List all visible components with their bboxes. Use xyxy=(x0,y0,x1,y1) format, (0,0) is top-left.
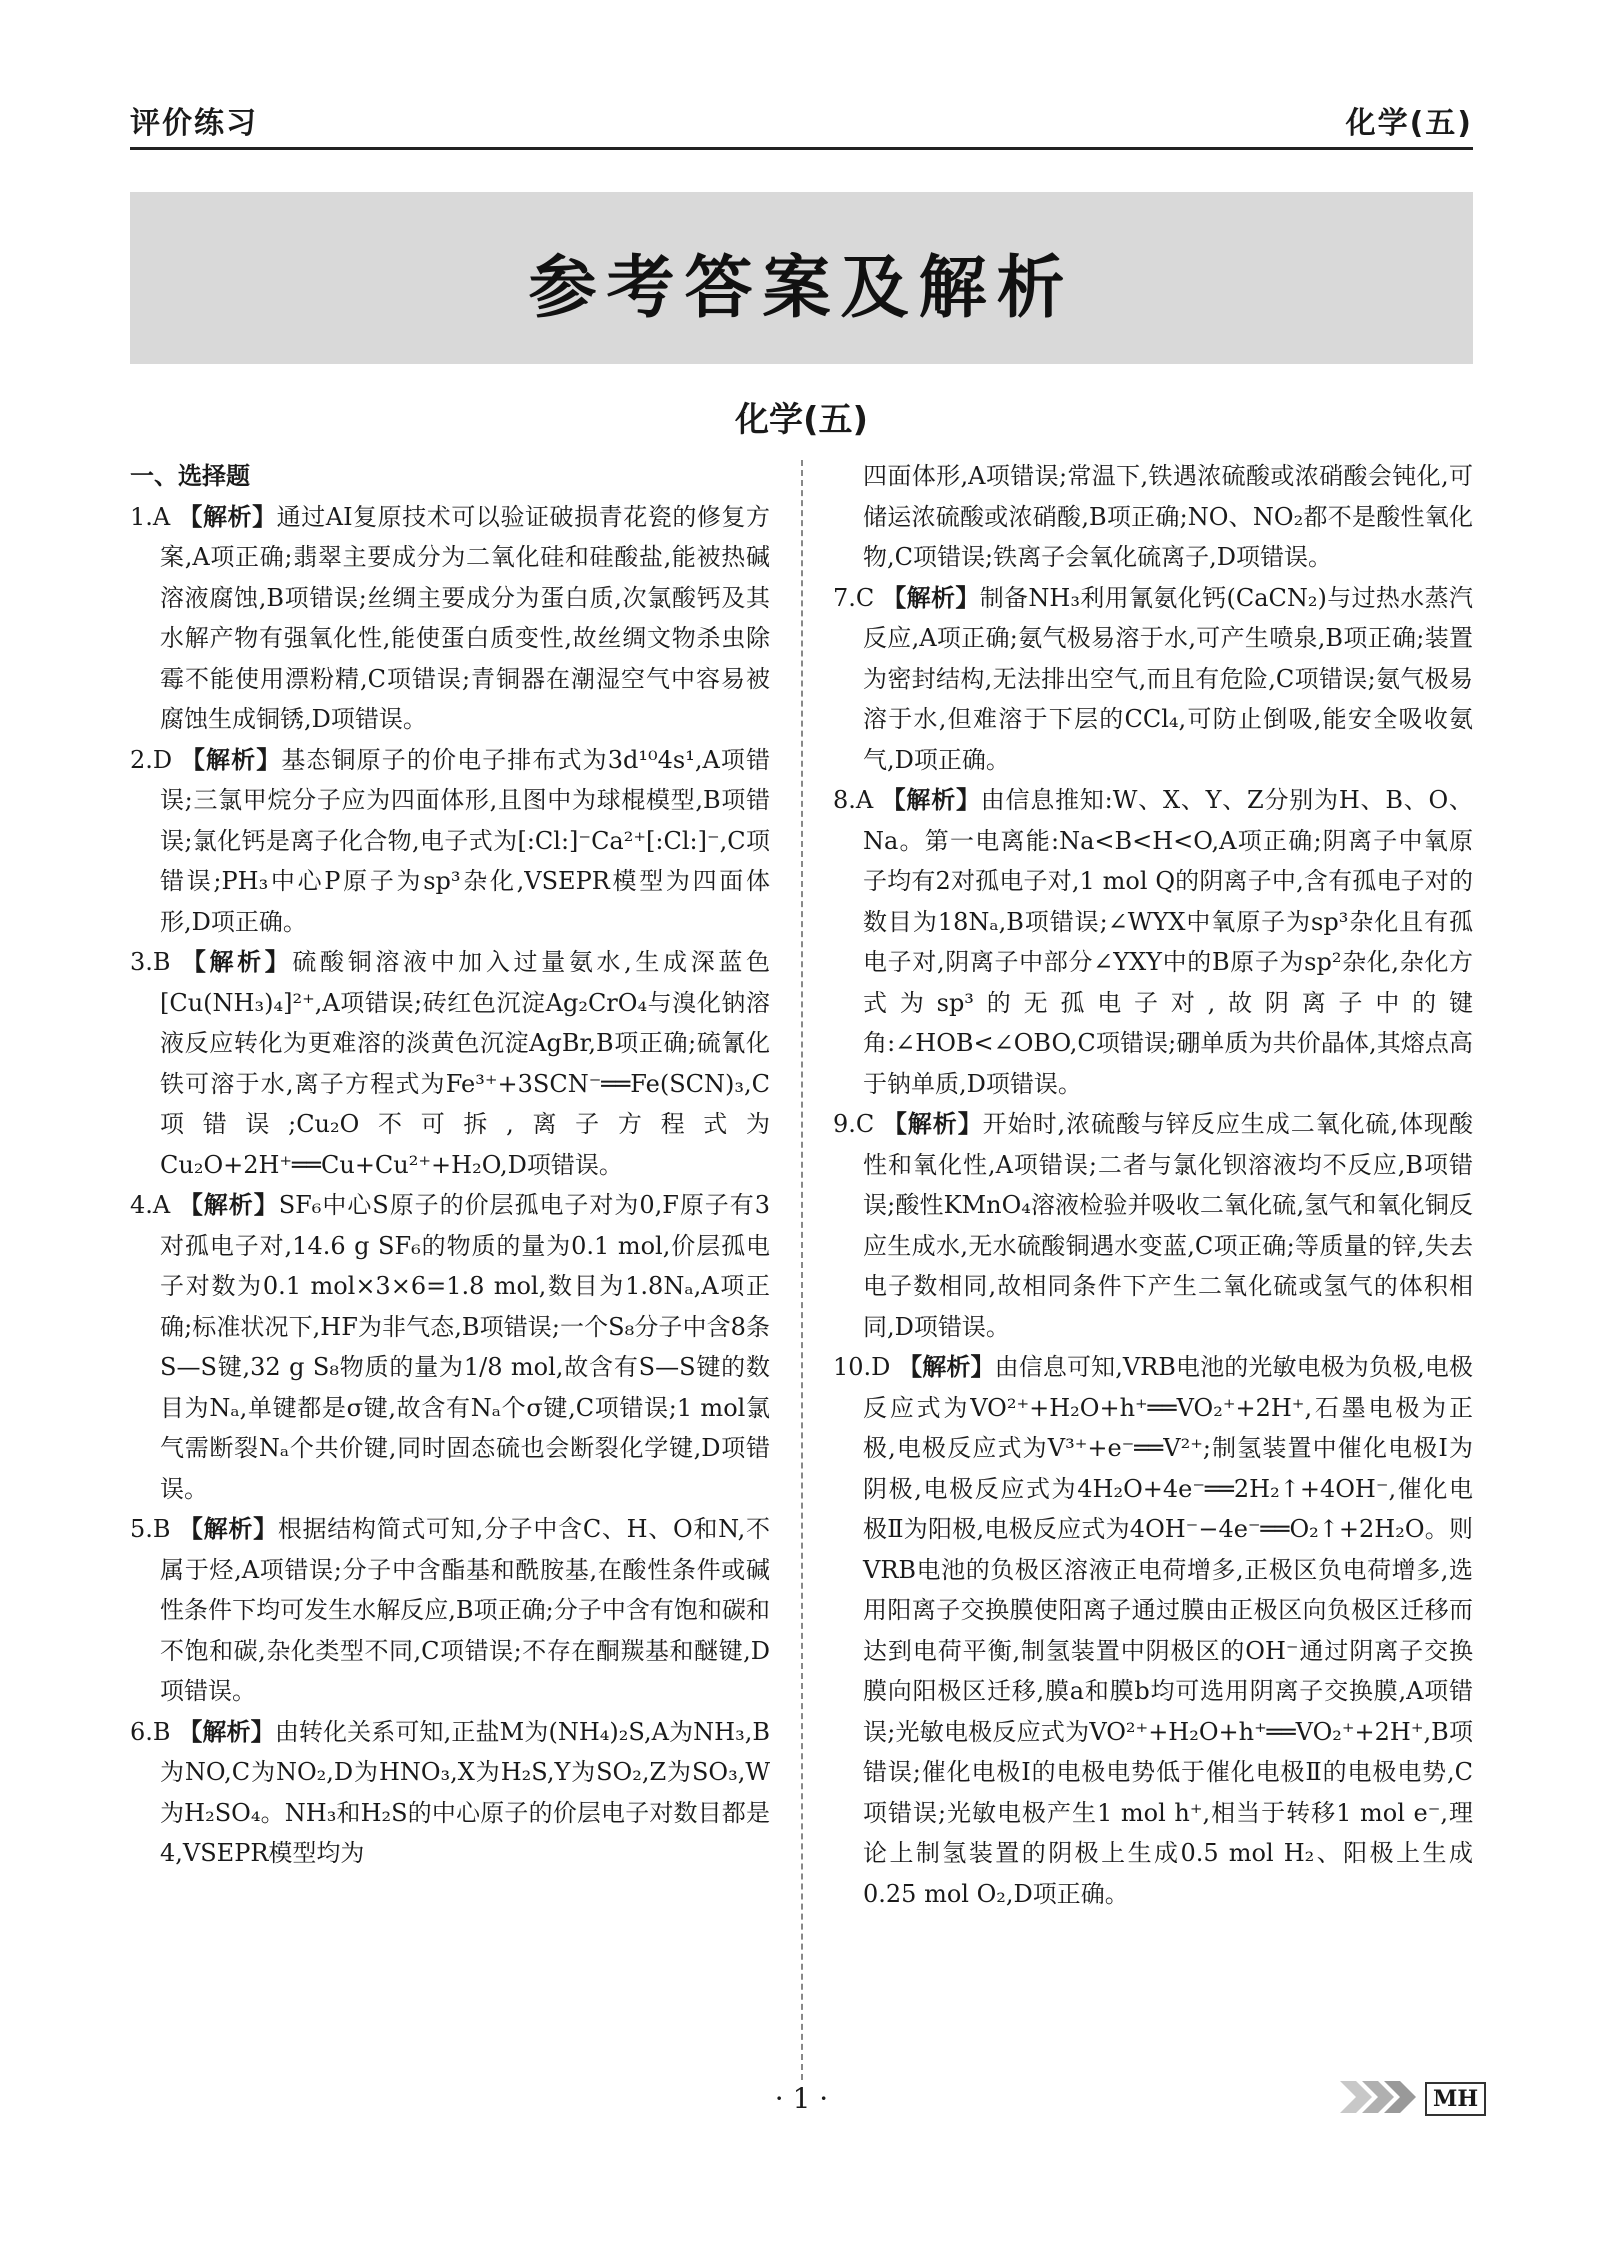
answer-number: 4.A xyxy=(130,1191,171,1219)
answer-item xyxy=(833,1347,1473,1914)
analysis-tag: 【解析】 xyxy=(881,786,981,814)
page-title: 参考答案及解析 xyxy=(528,249,1075,328)
chevron-arrows-icon xyxy=(1340,2077,1420,2117)
analysis-tag: 【解析】 xyxy=(882,583,980,612)
header-left-label: 评价练习 xyxy=(130,106,258,141)
answer-number: 5.B xyxy=(130,1515,171,1543)
answer-text: 由信息可知,VRB电池的光敏电极为负极,电极反应式为VO²⁺+H₂O+h⁺══VO₂⁺+2H⁺,石墨电极为正极,电极反应式为V³⁺+e⁻══V²⁺;制氢装置中催化电极Ⅰ为阴极,电极反应式为4H₂O+4e⁻══2H₂↑+4OH⁻,催化电极Ⅱ为阳极,电极反应式为4OH⁻−4e⁻══O₂↑+2H₂O。则VRB电池的负极区溶液正电荷增多,正极区负电荷增多,选用阳离子交换膜使阳离子通过膜由正极区向负极区迁移而达到电荷平衡,制氢装置中阴极区的OH⁻通过阴离子交换膜向阳极区迁移,膜a和膜b均可选用阴离子交换膜,A项错误;光敏电极反应式为VO²⁺+H₂O+h⁺══VO₂⁺+2H⁺,B项错误;催化电极Ⅰ的电极电势低于催化电极Ⅱ的电极电势,C项错误;光敏电极产生1 mol h⁺,相当于转移1 mol e⁻,理论上制氢装置的阴极上生成0.5 mol H₂、阳极上生成0.25 mol O₂,D项正确。 xyxy=(863,1353,1474,1908)
page-number: · 1 · xyxy=(774,2082,829,2115)
answer-text: 通过AI复原技术可以验证破损青花瓷的修复方案,A项正确;翡翠主要成分为二氧化硅和硅酸盐,能被热碱溶液腐蚀,B项错误;丝绸主要成分为蛋白质,次氯酸钙及其水解产物有强氧化性,能使蛋白质变性,故丝绸文物杀虫除霉不能使用漂粉精,C项错误;青铜器在潮湿空气中容易被腐蚀生成铜锈,D项错误。 xyxy=(160,502,770,733)
answer-text: 四面体形,A项错误;常温下,铁遇浓硫酸或浓硝酸会钝化,可储运浓硫酸或浓硝酸,B项正确;NO、NO₂都不是酸性氧化物,C项错误;铁离子会氧化硫离子,D项错误。 xyxy=(863,462,1473,571)
answer-text: 开始时,浓硫酸与锌反应生成二氧化硫,体现酸性和氧化性,A项错误;二者与氯化钡溶液均不反应,B项错误;酸性KMnO₄溶液检验并吸收二氧化硫,氢气和氧化铜反应生成水,无水硫酸铜遇水变蓝,C项正确;等质量的锌,失去电子数相同,故相同条件下产生二氧化硫或氢气的体积相同,D项错误。 xyxy=(863,1110,1473,1341)
analysis-tag: 【解析】 xyxy=(178,1717,275,1746)
answer-item xyxy=(130,1712,770,1874)
analysis-tag: 【解析】 xyxy=(180,745,282,774)
analysis-tag: 【解析】 xyxy=(178,1515,278,1543)
answer-text: 基态铜原子的价电子排布式为3d¹⁰4s¹,A项错误;三氯甲烷分子应为四面体形,且图中为球棍模型,B项错误;氯化钙是离子化合物,电子式为[:Cl:]⁻Ca²⁺[:Cl:]⁻,C项错误;PH₃中心P原子为sp³杂化,VSEPR模型为四面体形,D项正确。 xyxy=(160,745,770,936)
analysis-tag: 【解析】 xyxy=(181,948,293,976)
answer-number: 10.D xyxy=(833,1353,891,1381)
analysis-tag: 【解析】 xyxy=(178,502,277,531)
header-rule xyxy=(130,147,1473,150)
answer-text: SF₆中心S原子的价层孤电子对为0,F原子有3对孤电子对,14.6 g SF₆的物质的量为0.1 mol,价层孤电子对数为0.1 mol×3×6=1.8 mol,数目为1.8Nₐ,A项正确;标准状况下,HF为非气态,B项错误;一个S₈分子中含8条S—S键,32 g S₈物质的量为1/8 mol,故含有S—S键的数目为Nₐ,单键都是σ键,故含有Nₐ个σ键,C项错误;1 mol氯气需断裂Nₐ个共价键,同时固态硫也会断裂化学键,D项错误。 xyxy=(160,1191,770,1503)
header-right-label: 化学(五) xyxy=(1345,106,1473,141)
answer-text: 由转化关系可知,正盐M为(NH₄)₂S,A为NH₃,B为NO,C为NO₂,D为HNO₃,X为H₂S,Y为SO₂,Z为SO₃,W为H₂SO₄。NH₃和H₂S的中心原子的价层电子对数目都是4,VSEPR模型均为 xyxy=(160,1717,771,1867)
answer-number: 9.C xyxy=(833,1110,875,1138)
answer-item xyxy=(130,497,770,740)
analysis-tag: 【解析】 xyxy=(882,1110,983,1138)
answer-number: 3.B xyxy=(130,948,171,976)
left-column xyxy=(130,456,770,1874)
subject-subtitle: 化学(五) xyxy=(734,400,869,440)
answer-item xyxy=(130,740,770,943)
answer-item xyxy=(833,780,1473,1104)
right-column xyxy=(833,456,1473,1914)
answer-item xyxy=(130,1185,770,1509)
answer-text: 硫酸铜溶液中加入过量氨水,生成深蓝色[Cu(NH₃)₄]²⁺,A项错误;砖红色沉淀Ag₂CrO₄与溴化钠溶液反应转化为更难溶的淡黄色沉淀AgBr,B项正确;硫氰化铁可溶于水,离子方程式为Fe³⁺+3SCN⁻══Fe(SCN)₃,C项错误;Cu₂O不可拆,离子方程式为Cu₂O+2H⁺══Cu+Cu²⁺+H₂O,D项错误。 xyxy=(160,948,770,1179)
answer-number: 8.A xyxy=(833,786,874,814)
answer-number: 7.C xyxy=(833,583,875,612)
analysis-tag: 【解析】 xyxy=(178,1191,279,1219)
column-divider xyxy=(801,460,803,2080)
answer-text: 制备NH₃利用氰氨化钙(CaCN₂)与过热水蒸汽反应,A项正确;氨气极易溶于水,可产生喷泉,B项正确;装置为密封结构,无法排出空气,而且有危险,C项错误;氨气极易溶于水,但难溶于下层的CCl₄,可防止倒吸,能安全吸收氨气,D项正确。 xyxy=(863,583,1474,774)
title-banner xyxy=(130,192,1473,364)
answer-item xyxy=(833,578,1473,781)
answer-item xyxy=(130,942,770,1185)
answer-number: 1.A xyxy=(130,502,171,531)
answer-item xyxy=(833,1104,1473,1347)
answer-number: 6.B xyxy=(130,1717,171,1746)
answer-text: 由信息推知:W、X、Y、Z分别为H、B、O、Na。第一电离能:Na<B<H<O,A项正确;阴离子中氧原子均有2对孤电子对,1 mol Q的阴离子中,含有孤电子对的数目为18Nₐ,B项错误;∠WYX中氧原子为sp³杂化且有孤电子对,阴离子中部分∠YXY中的B原子为sp²杂化,杂化方式为sp³的无孤电子对,故阴离子中的键角:∠HOB<∠OBO,C项错误;硼单质为共价晶体,其熔点高于钠单质,D项错误。 xyxy=(863,786,1473,1098)
publisher-badge: MH xyxy=(1425,2082,1486,2116)
answer-item xyxy=(130,1509,770,1712)
answer-text: 根据结构简式可知,分子中含C、H、O和N,不属于烃,A项错误;分子中含酯基和酰胺基,在酸性条件或碱性条件下均可发生水解反应,B项正确;分子中含有饱和碳和不饱和碳,杂化类型不同,C项错误;不存在酮羰基和醚键,D项错误。 xyxy=(160,1515,770,1705)
answer-number: 2.D xyxy=(130,745,173,774)
answer-continuation xyxy=(833,456,1473,578)
section-heading: 一、选择题 xyxy=(130,462,250,490)
analysis-tag: 【解析】 xyxy=(898,1353,995,1381)
